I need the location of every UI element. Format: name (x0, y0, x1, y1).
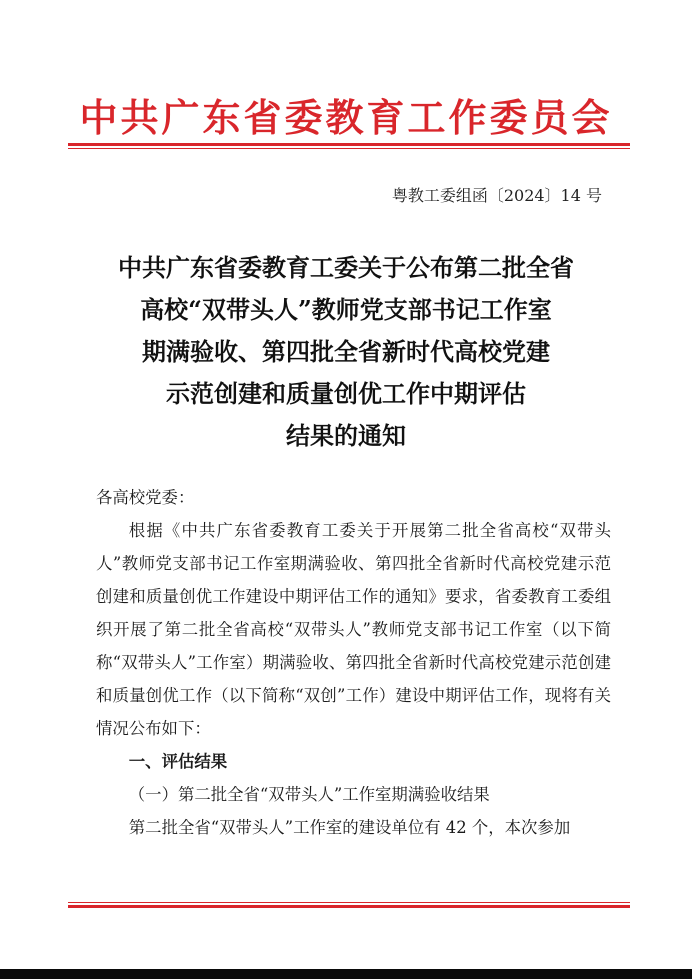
title-line: 结果的通知 (286, 421, 406, 450)
title-line: 示范创建和质量创优工作中期评估 (166, 379, 526, 408)
subsection-heading: （一）第二批全省“双带头人”工作室期满验收结果 (128, 785, 490, 804)
footer-rule-thick (68, 905, 630, 908)
document-number: 粤教工委组函〔2024〕14 号 (391, 186, 602, 205)
title-line: 中共广东省委教育工委关于公布第二批全省 (118, 253, 574, 282)
title-line: 高校“双带头人”教师党支部书记工作室 (140, 295, 552, 324)
salutation: 各高校党委： (96, 488, 195, 507)
masthead-rule-thick (68, 143, 630, 146)
section-heading: 一、评估结果 (128, 752, 228, 771)
title-line: 期满验收、第四批全省新时代高校党建 (142, 337, 550, 366)
body-paragraph: 根据《中共广东省委教育工委关于开展第二批全省高校“双带头人”教师党支部书记工作室期满验收、第四批全省新时代高校党建示范创建和质量创优工作建设中期评估工作的通知》要求，省委教育工委组织开展了第二批全省高校“双带头人”教师党支部书记工作室（以下简称“双带头人”工作室）期满验收、第四批全省新时代高校党建示范创建和质量创优工作（以下简称“双创”工作）建设中期评估工作，现将有关情况公布如下： (96, 521, 611, 738)
document-body (96, 481, 611, 844)
masthead-rule-thin (68, 148, 630, 149)
body-paragraph: 第二批全省“双带头人”工作室的建设单位有 42 个，本次参加 (128, 818, 571, 837)
page-bottom-edge (0, 969, 692, 979)
footer-rule-thin (68, 902, 630, 903)
document-title (0, 247, 692, 457)
masthead-title: 中共广东省委教育工作委员会 (79, 95, 613, 140)
